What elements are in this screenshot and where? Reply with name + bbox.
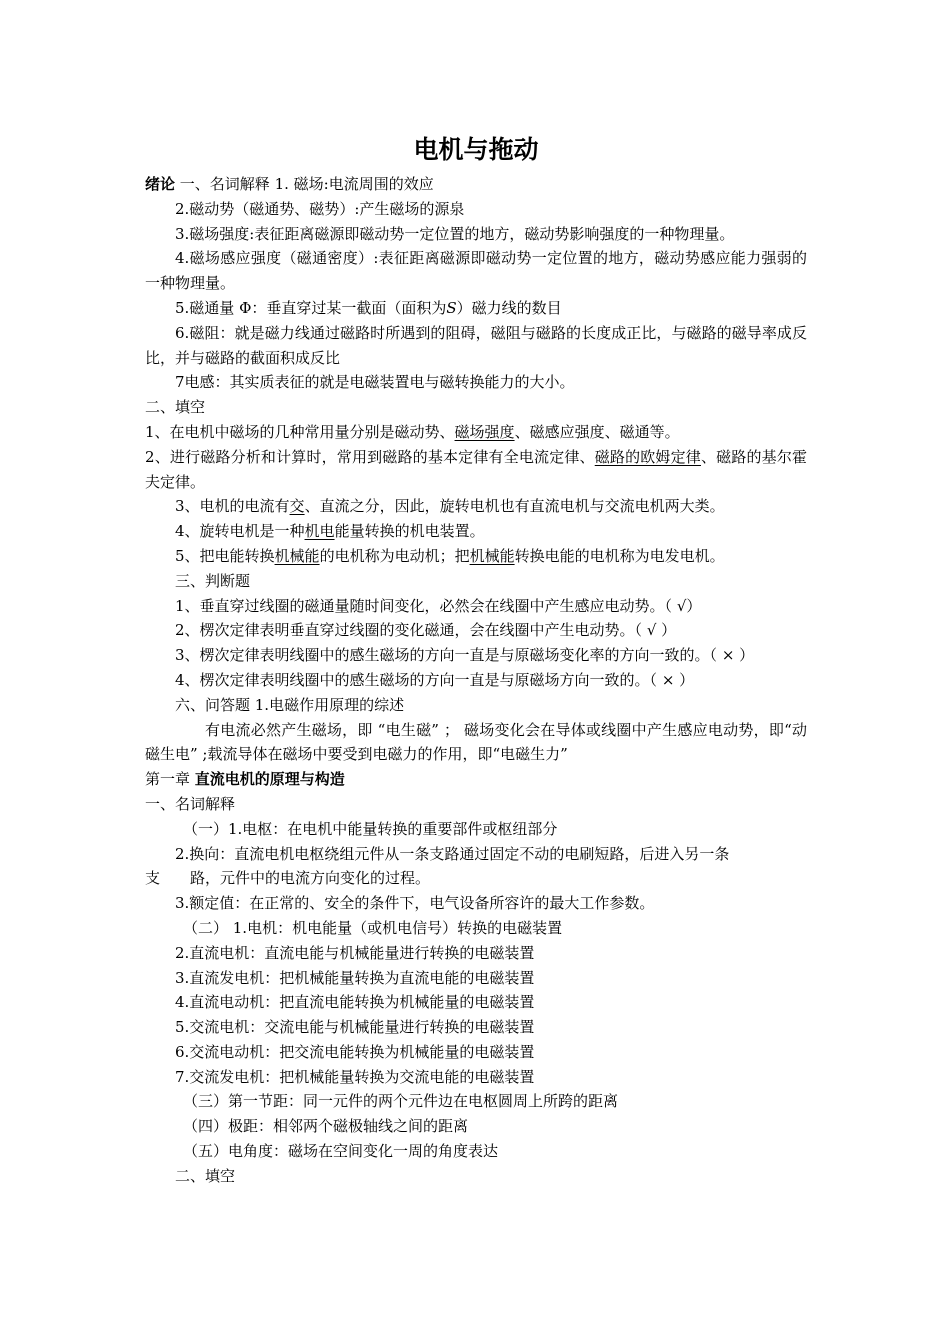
definition: 6.磁阻：就是磁力线通过磁路时所遇到的阻碍，磁阻与磁路的长度成正比，与磁路的磁导率成反比，并与磁路的截面积成反比: [145, 323, 807, 367]
chapter-heading: [145, 767, 807, 792]
definition: 磁场:电流周围的效应: [293, 175, 434, 193]
definition: [145, 866, 807, 891]
fill-item: [145, 494, 807, 519]
definition: （五）电角度：磁场在空间变化一周的角度表达: [183, 1142, 499, 1161]
definition: 7.交流发电机：把机械能量转换为交流电能的电磁装置: [175, 1067, 535, 1086]
fill-item: [145, 519, 807, 544]
page-title: 电机与拖动: [413, 135, 539, 164]
fill-text: 5、把电能转换: [175, 546, 275, 565]
intro-heading: 绪论: [145, 175, 176, 193]
fill-text: 转换电能的电机称为电发电机。: [514, 546, 725, 565]
fill-answer: 机电: [304, 522, 335, 541]
fill-text: 、磁感应强度、磁通等。: [514, 422, 680, 441]
fill-item: [145, 544, 807, 569]
fill-item: [145, 420, 807, 445]
section-heading: 二、填空: [145, 398, 206, 417]
definition: 3.直流发电机：把机械能量转换为直流电能的电磁装置: [175, 968, 535, 987]
judge-item: 1、垂直穿过线圈的磁通量随时间变化，必然会在线圈中产生感应电动势。（ √）: [175, 596, 702, 615]
fill-answer: 磁场强度: [454, 422, 515, 441]
fill-answer: 磁路的欧姆定律: [594, 447, 701, 466]
chapter-title: 直流电机的原理与构造: [194, 770, 345, 789]
document-page: [145, 128, 807, 1189]
fill-text: 、直流之分，因此，旋转电机也有直流电机与交流电机两大类。: [304, 497, 725, 516]
judge-item: 2、楞次定律表明垂直穿过线圈的变化磁通，会在线圈中产生电动势。（ √ ）: [175, 621, 677, 640]
definition: [145, 296, 807, 321]
definition: 3.额定值：在正常的、安全的条件下，电气设备所容许的最大工作参数。: [175, 894, 655, 913]
definition: （四）极距：相邻两个磁极轴线之间的距离: [183, 1117, 469, 1136]
definition: （二） 1.电机：机电能量（或机电信号）转换的电磁装置: [183, 918, 563, 937]
definition: 2.磁动势（磁通势、磁势）:产生磁场的源泉: [175, 199, 465, 218]
definition: 6.交流电动机：把交流电能转换为机械能量的电磁装置: [175, 1042, 535, 1061]
definition: 4.磁场感应强度（磁通密度）:表征距离磁源即磁动势一定位置的地方，磁动势感应能力强弱的一种物理量。: [145, 249, 807, 293]
fill-text: 1、在电机中磁场的几种常用量分别是磁动势、: [145, 422, 455, 441]
fill-text: 4、旋转电机是一种: [175, 522, 305, 541]
section-heading: 六、问答题 1.电磁作用原理的综述: [175, 695, 405, 714]
fill-answer: 交: [289, 497, 305, 516]
definition: 5.交流电机：交流电能与机械能量进行转换的电磁装置: [175, 1018, 535, 1037]
section-heading: 一、名词解释: [145, 794, 236, 813]
symbol: S: [446, 298, 457, 317]
definition-text: 路，元件中的电流方向变化的过程。: [190, 869, 431, 888]
definition-text: 支: [145, 869, 161, 888]
definition-text: ）磁力线的数目: [456, 298, 562, 317]
definition: 3.磁场强度:表征距离磁源即磁动势一定位置的地方，磁动势影响强度的一种物理量。: [175, 224, 735, 243]
fill-text: 、磁路的基尔霍夫定律。: [145, 447, 807, 491]
definition: 2.直流电机：直流电能与机械能量进行转换的电磁装置: [175, 943, 535, 962]
fill-text: 的电机称为电动机；把: [319, 546, 470, 565]
judge-item: 3、楞次定律表明线圈中的感生磁场的方向一直是与原磁场变化率的方向一致的。（ × ）: [175, 646, 755, 665]
section-label: 一、名词解释 1.: [179, 175, 289, 193]
definition-text: 5.磁通量 Φ：垂直穿过某一截面（面积为: [175, 298, 447, 317]
definition: （一）1.电枢：在电机中能量转换的重要部件或枢纽部分: [183, 819, 558, 838]
fill-text: 2、进行磁路分析和计算时，常用到磁路的基本定律有全电流定律、: [145, 447, 595, 466]
intro-line-1: [145, 172, 807, 197]
section-heading: 三、判断题: [175, 571, 251, 590]
fill-item: [145, 445, 807, 495]
judge-item: 4、楞次定律表明线圈中的感生磁场的方向一直是与原磁场方向一致的。（ × ）: [175, 670, 695, 689]
definition: （三）第一节距：同一元件的两个元件边在电枢圆周上所跨的距离: [183, 1092, 619, 1111]
definition: 7电感：其实质表征的就是电磁装置电与磁转换能力的大小。: [175, 373, 575, 392]
fill-answer: 机械能: [274, 546, 320, 565]
fill-text: 3、电机的电流有: [175, 497, 290, 516]
qa-answer: 有电流必然产生磁场，即 “电生磁” ； 磁场变化会在导体或线圈中产生感应电动势，即“动磁生电” ;载流导体在磁场中要受到电磁力的作用，即“电磁生力”: [145, 720, 807, 764]
definition: 2.换向：直流电机电枢绕组元件从一条支路通过固定不动的电刷短路，后进入另一条: [175, 844, 730, 863]
definition: 4.直流电动机：把直流电能转换为机械能量的电磁装置: [175, 993, 535, 1012]
fill-text: 能量转换的机电装置。: [334, 522, 485, 541]
section-heading: 二、填空: [175, 1166, 236, 1185]
fill-answer: 机械能: [469, 546, 515, 565]
chapter-number: 第一章: [145, 770, 191, 789]
